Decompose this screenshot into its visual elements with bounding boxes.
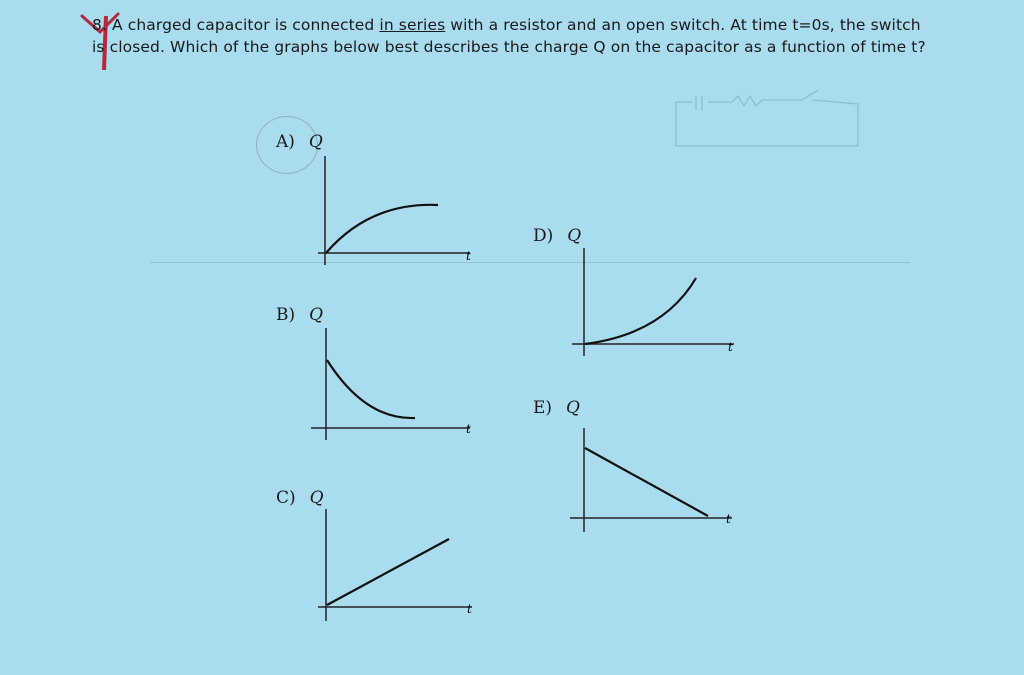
graph-c-t-label: t [467, 602, 472, 616]
option-e-letter: E) [533, 398, 553, 418]
option-e-q: Q [566, 398, 580, 418]
option-d-q: Q [567, 226, 582, 246]
question-text-part2: with a resistor and an open switch. At time t=0s, the switch is closed. Which of the graphs below best describes the charge Q on the capacitor as a function of time t? [92, 16, 926, 56]
graph-e-t-label: t [726, 512, 731, 526]
graph-b-t-label: t [466, 422, 471, 436]
graph-a-t-label: t [466, 249, 471, 263]
option-a-label[interactable] [276, 132, 323, 152]
option-b-q: Q [309, 305, 324, 325]
question-text [92, 14, 932, 58]
question-text-part1: A charged capacitor is connected [112, 16, 380, 34]
graph-d-t-label: t [728, 340, 733, 354]
graph-d-curve [585, 278, 696, 344]
graph-a-curve [326, 205, 438, 253]
option-c-q: Q [309, 488, 324, 508]
faint-fold-line [150, 262, 910, 263]
question-number: 8. [92, 16, 107, 34]
graph-a[interactable] [310, 150, 480, 270]
graph-e[interactable] [568, 418, 748, 538]
graph-c[interactable] [312, 505, 480, 625]
graph-c-curve [327, 539, 449, 605]
option-e-label[interactable] [533, 398, 580, 418]
option-d-label[interactable] [533, 226, 581, 246]
graph-b-curve [327, 360, 415, 418]
option-c-letter: C) [276, 488, 296, 508]
option-d-letter: D) [533, 226, 554, 246]
faint-circuit-sketch [672, 90, 862, 150]
graph-e-curve [585, 448, 708, 516]
graph-b[interactable] [305, 322, 480, 442]
option-a-q: Q [308, 132, 323, 152]
graph-d[interactable] [568, 244, 748, 364]
option-a-letter: A) [276, 132, 295, 152]
question-text-underlined: in series [379, 16, 446, 34]
option-b-letter: B) [276, 305, 296, 325]
